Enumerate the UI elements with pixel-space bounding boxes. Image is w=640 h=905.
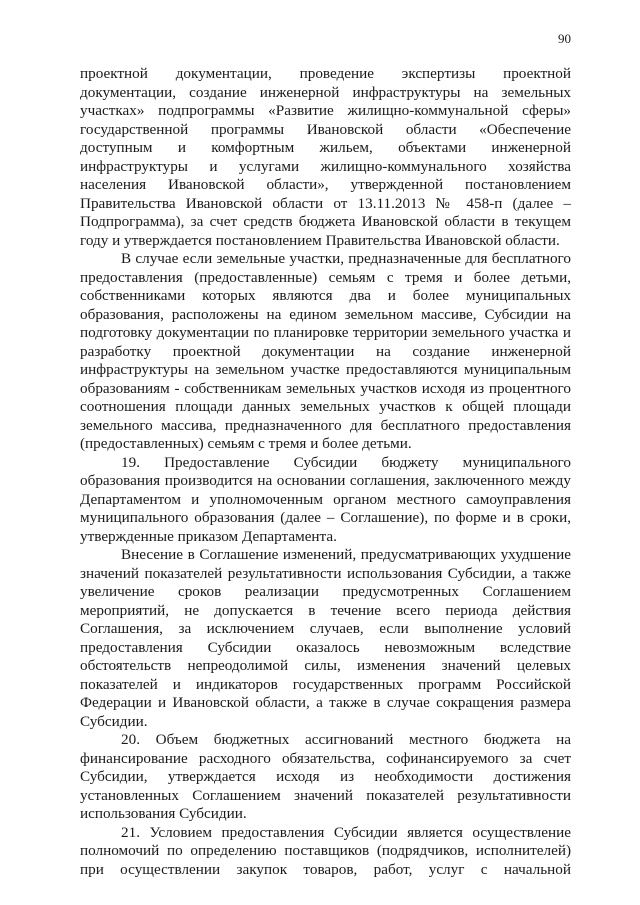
page-number: 90 [558, 31, 571, 46]
text-line: В случае если земельные участки, предназначенные для бесплатного [121, 250, 571, 267]
text-line: государственной программы Ивановской области «Обеспечение [80, 120, 571, 138]
text-line: предоставления Субсидии оказалось невозможным вследствие [80, 638, 571, 656]
text-line: собственниками которых являются два и более муниципальных [80, 287, 571, 304]
text-line: Субсидии. [80, 712, 148, 730]
text-line: соотношения площади данных земельных участков к общей площади [80, 398, 571, 415]
text-line: использования Субсидии. [80, 805, 247, 822]
text-line: доступным и комфортным жильем, объектами инженерной [80, 139, 571, 156]
text-line: обстоятельств непреодолимой силы, изменения значений целевых [80, 657, 571, 674]
text-line: (предоставленных) семьям с тремя и более детьми. [80, 435, 412, 452]
text-line: подготовку документации по планировке территории земельного участка и [80, 324, 571, 341]
text-line: финансирование расходного обязательства, софинансируемого за счет [80, 749, 571, 767]
text-line: муниципального образования (далее – Соглашение), по форме и в сроки, [80, 509, 571, 526]
text-line: образования производится на основании соглашения, заключенного между [80, 472, 571, 489]
text-line: при осуществлении закупок товаров, работ, услуг с начальной [80, 860, 571, 878]
text-line: Соглашения, за исключением случаев, если выполнение условий [80, 620, 571, 637]
text-line: проектной документации, проведение экспертизы проектной [80, 65, 571, 82]
text-line: утвержденные приказом Департамента. [80, 527, 337, 545]
text-line: населения Ивановской области», утвержденной постановлением [80, 176, 571, 193]
text-line: Департаментом и уполномоченным органом местного самоуправления [80, 490, 571, 508]
paragraph [80, 824, 571, 880]
paragraph [80, 731, 571, 824]
document-body [80, 65, 571, 879]
text-line: Субсидии, утверждается исходя из необходимости достижения [80, 768, 571, 785]
text-line: образованиям - собственникам земельных участков исходя из процентного [80, 379, 571, 397]
text-line: 21. Условием предоставления Субсидии является осуществление [121, 823, 571, 841]
paragraph [80, 250, 571, 454]
text-line: 19. Предоставление Субсидии бюджету муниципального [121, 453, 571, 471]
text-line: мероприятий, не допускается в течение всего периода действия [80, 601, 571, 619]
paragraph [80, 65, 571, 250]
text-line: инфраструктуры и услугами жилищно-коммунального хозяйства [80, 157, 571, 175]
text-line: земельного массива, предназначенного для бесплатного предоставления [80, 416, 571, 434]
text-line: участках» подпрограммы «Развитие жилищно-коммунальной сферы» [80, 102, 571, 119]
text-line: Внесение в Соглашение изменений, предусматривающих ухудшение [121, 546, 571, 563]
text-line: установленных Соглашением значений показателей результативности [80, 786, 571, 804]
text-line: Федерации и Ивановской области, а также в случае сокращения размера [80, 694, 571, 711]
text-line: образования, расположены на едином земельном массиве, Субсидии на [80, 305, 571, 323]
text-line: значений показателей результативности использования Субсидии, а также [80, 564, 571, 582]
text-line: Правительства Ивановской области от 13.11.2013 № 458-п (далее – [80, 194, 571, 212]
text-line: полномочий по определению поставщиков (подрядчиков, исполнителей) [80, 842, 571, 859]
text-line: предоставления (предоставленные) семьям с тремя и более детьми, [80, 268, 571, 286]
text-line: разработку проектной документации на создание инженерной [80, 342, 571, 360]
text-line: увеличение сроков реализации предусмотренных Соглашением [80, 583, 571, 600]
paragraph [80, 454, 571, 547]
text-line: инфраструктуры на земельном участке предоставляются муниципальным [80, 361, 571, 378]
text-line: году и утверждается постановлением Правительства Ивановской области. [80, 231, 560, 249]
text-line: документации, создание инженерной инфраструктуры на земельных [80, 83, 571, 101]
text-line: показателей и индикаторов государственных программ Российской [80, 675, 571, 693]
text-line: Подпрограмма), за счет средств бюджета Ивановской области в текущем [80, 213, 571, 230]
text-line: 20. Объем бюджетных ассигнований местного бюджета на [121, 731, 571, 748]
paragraph [80, 546, 571, 731]
